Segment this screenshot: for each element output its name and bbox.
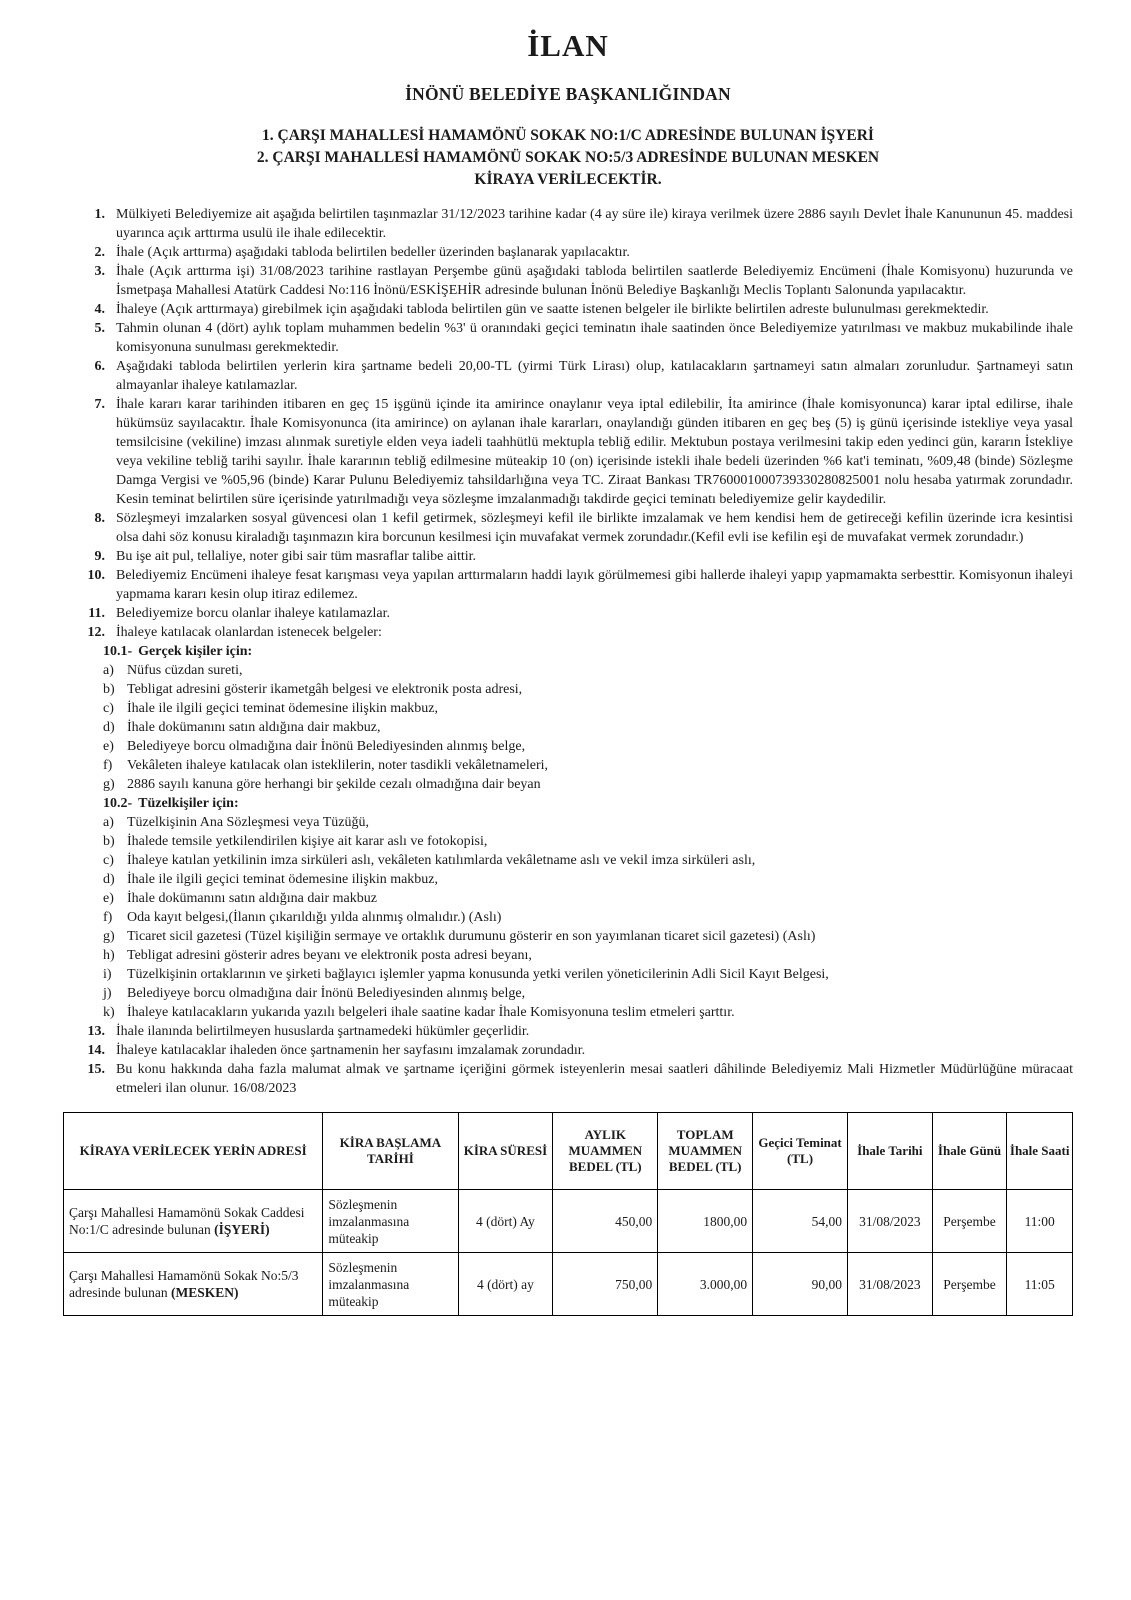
cell-tender-day: Perşembe	[932, 1253, 1007, 1316]
list-item	[63, 1022, 1073, 1041]
sub-item-marker: i)	[103, 967, 112, 982]
address-text: Çarşı Mahallesi Hamamönü Sokak No:5/3 adresinde bulunan	[69, 1268, 299, 1300]
cell-address	[64, 1253, 323, 1316]
list-item-text: İhaleye katılacaklar ihaleden önce şartnamenin her sayfasını imzalamak zorundadır.	[116, 1043, 586, 1058]
sub-heading-text: Tüzelkişiler için:	[138, 796, 239, 811]
cell-duration: 4 (dört) Ay	[458, 1190, 553, 1253]
cell-start-date: Sözleşmenin imzalanmasına müteakip	[323, 1190, 458, 1253]
col-header-duration: KİRA SÜRESİ	[458, 1113, 553, 1190]
cell-deposit: 54,00	[753, 1190, 848, 1253]
sub-item-text: Ticaret sicil gazetesi (Tüzel kişiliğin sermaye ve ortaklık durumunu gösterir en son yayımlanan ticaret sicil gazetesi) (Aslı)	[127, 929, 816, 944]
list-item-number: 15.	[87, 1062, 105, 1077]
sub-item-text: Nüfus cüzdan sureti,	[127, 663, 243, 678]
sub-item-marker: c)	[103, 701, 114, 716]
sub-item-marker: f)	[103, 910, 113, 925]
list-item-text: Sözleşmeyi imzalarken sosyal güvencesi olan 1 kefil getirmek, sözleşmeyi kefil ile birlikte imzalamak ve hem kendisi hem de getireceği kefilin üzerinde icra kesintisi olsa dahi söz konusu kiraladığı taşınmazın kira borcunun kesilmesi için muvafakat vermek zorundadır.(Kefil evli ise kefilin eşi de muvafakat vermek zorundadır.)	[116, 511, 1073, 545]
list-item-text: Belediyemize borcu olanlar ihaleye katılamazlar.	[116, 606, 391, 621]
address-type: (MESKEN)	[170, 1285, 239, 1300]
list-item	[63, 395, 1073, 509]
cell-tender-time: 11:00	[1007, 1190, 1073, 1253]
address-type: (İŞYERİ)	[214, 1222, 270, 1237]
sub-item-text: İhale dokümanını satın aldığına dair makbuz	[127, 891, 377, 906]
sub-heading-marker: 10.2-	[103, 796, 133, 811]
cell-tender-date: 31/08/2023	[847, 1190, 932, 1253]
list-item-number: 8.	[94, 511, 105, 526]
sub-item-text: İhaleye katılan yetkilinin imza sirküleri aslı, vekâleten katılımlarda vekâletname aslı ve vekil imza sirküleri aslı,	[127, 853, 756, 868]
sub-item	[103, 946, 1073, 965]
sub-item	[103, 718, 1073, 737]
sub-item-marker: e)	[103, 891, 114, 906]
sub-item-text: Oda kayıt belgesi,(İlanın çıkarıldığı yılda alınmış olmalıdır.) (Aslı)	[127, 910, 502, 925]
list-item-text: İhaleye katılacak olanlardan istenecek belgeler:	[116, 625, 382, 640]
list-item-number: 4.	[94, 302, 105, 317]
col-header-total-price: TOPLAM MUAMMEN BEDEL (TL)	[658, 1113, 753, 1190]
sub-item-text: Belediyeye borcu olmadığına dair İnönü Belediyesinden alınmış belge,	[127, 986, 526, 1001]
sub-item-text: Belediyeye borcu olmadığına dair İnönü Belediyesinden alınmış belge,	[127, 739, 526, 754]
sub-item-text: İhalede temsile yetkilendirilen kişiye ait karar aslı ve fotokopisi,	[127, 834, 488, 849]
legal-persons-heading	[103, 794, 1073, 813]
sub-item	[103, 889, 1073, 908]
list-item-text: İhale (Açık arttırma işi) 31/08/2023 tarihine rastlayan Perşembe günü aşağıdaki tabloda belirtilen saatlerde Belediyemiz Encümeni (İhale Komisyonu) huzurunda ve İsmetpaşa Mahallesi Atatürk Caddesi No:116 İnönü/ESKİŞEHİR adresinde bulunan İnönü Belediye Başkanlığı Meclis Toplantı Salonunda yapılacaktır.	[116, 264, 1073, 298]
cell-tender-time: 11:05	[1007, 1253, 1073, 1316]
sub-item-marker: c)	[103, 853, 114, 868]
sub-item-text: Tüzelkişinin ortaklarının ve şirketi bağlayıcı işlemler yapma konusunda yetki verilen yöneticilerinin Adli Sicil Kayıt Belgesi,	[127, 967, 829, 982]
col-header-monthly-price: AYLIK MUAMMEN BEDEL (TL)	[553, 1113, 658, 1190]
sub-item	[103, 832, 1073, 851]
list-item-text: İhaleye (Açık arttırmaya) girebilmek için aşağıdaki tabloda belirtilen gün ve saatte istenen belgeler ile birlikte belirtilen adreste bulunulması gerekmektedir.	[116, 302, 989, 317]
sub-item	[103, 965, 1073, 984]
sub-item	[103, 851, 1073, 870]
list-item-text: İhale ilanında belirtilmeyen hususlarda şartnamedeki hükümler geçerlidir.	[116, 1024, 530, 1039]
headline-line-2: 2. ÇARŞI MAHALLESİ HAMAMÖNÜ SOKAK NO:5/3 ADRESİNDE BULUNAN MESKEN	[256, 149, 880, 166]
sub-item	[103, 775, 1073, 794]
list-item-text: Tahmin olunan 4 (dört) aylık toplam muhammen bedelin %3' ü oranındaki geçici teminatın ihale saatinden önce Belediyemize yatırılması ve makbuz mukabilinde ihale komisyonuna sunulması gerekmektedir.	[116, 321, 1073, 355]
list-item	[63, 623, 1073, 642]
sub-item-text: İhale ile ilgili geçici teminat ödemesine ilişkin makbuz,	[127, 701, 439, 716]
list-item	[63, 566, 1073, 604]
sub-item	[103, 870, 1073, 889]
list-item	[63, 604, 1073, 623]
col-header-tender-day: İhale Günü	[932, 1113, 1007, 1190]
cell-total-price: 3.000,00	[658, 1253, 753, 1316]
page-title: İLAN	[527, 28, 609, 63]
sub-item-marker: a)	[103, 663, 114, 678]
list-item-text: İhale (Açık arttırma) aşağıdaki tabloda belirtilen bedeller üzerinden başlanarak yapılacaktır.	[116, 245, 630, 260]
list-item-number: 1.	[94, 207, 105, 222]
col-header-tender-time: İhale Saati	[1007, 1113, 1073, 1190]
list-item	[63, 509, 1073, 547]
list-item-number: 13.	[87, 1024, 105, 1039]
list-item-number: 5.	[94, 321, 105, 336]
sub-item	[103, 908, 1073, 927]
list-item-number: 10.	[87, 568, 105, 583]
list-item-text: İhale kararı karar tarihinden itibaren en geç 15 işgünü içinde ita amirince onaylanır veya iptal edilebilir, İta amirince (İhale komisyonunca) karar iptal edilirse, ihale hükümsüz sayılacaktır. İhale Komisyonunca (ita amirince) on aylanan ihale kararları, onaylandığı günden itibaren en geç beş (5) iş günü içerisinde istekliye veya yasal temsilcisine (vekiline) imzası alınmak suretiyle elden veya iadeli taahhütlü mektupla tebliğ edilir. Mektubun postaya verilmesini takip eden yedinci gün, kararın İstekliye veya vekiline tebliğ tarihi sayılır. İhale kararının tebliğ edilmesine müteakip 10 (on) içerisinde istekli ihale bedeli üzerinden %6 kat'i teminatı, %09,48 (binde) Sözleşme Damga Vergisi ve %05,96 (binde) Karar Pulunu Belediyemiz tahsildarlığına veya TC. Ziraat Bankası TR760001000739330280825001 nolu hesaba yatırmak zorundadır. Kesin teminat belirtilen süre içerisinde yatırılmadığı veya sözleşme imzalanmadığı takdirde geçici teminatı belediyemize gelir kaydedilir.	[116, 397, 1073, 507]
sub-item	[103, 661, 1073, 680]
list-item	[63, 205, 1073, 243]
issuing-authority: İNÖNÜ BELEDİYE BAŞKANLIĞINDAN	[405, 84, 731, 104]
sub-item	[103, 984, 1073, 1003]
list-item-text: Aşağıdaki tabloda belirtilen yerlerin kira şartname bedeli 20,00-TL (yirmi Türk Lirası) olup, katılacakların şartnameyi satın almaları zorunludur. Şartnameyi satın almayanlar ihaleye katılamazlar.	[116, 359, 1073, 393]
sub-item-text: İhale ile ilgili geçici teminat ödemesine ilişkin makbuz,	[127, 872, 439, 887]
list-item-number: 11.	[88, 606, 105, 621]
list-item-text: Belediyemiz Encümeni ihaleye fesat karışması veya yapılan arttırmaların haddi layık görülmemesi gibi hallerde ihaleyi yapıp yapmamakta serbesttir. Komisyonun ihaleyi yapmama kararı kesin olup itiraz edilemez.	[116, 568, 1073, 602]
sub-item-marker: g)	[103, 929, 115, 944]
cell-tender-date: 31/08/2023	[847, 1253, 932, 1316]
col-header-start-date: KİRA BAŞLAMA TARİHİ	[323, 1113, 458, 1190]
sub-item-marker: e)	[103, 739, 114, 754]
list-item-number: 14.	[87, 1043, 105, 1058]
list-item	[63, 547, 1073, 566]
list-item	[63, 319, 1073, 357]
sub-item-marker: a)	[103, 815, 114, 830]
cell-monthly-price: 750,00	[553, 1253, 658, 1316]
list-item-number: 2.	[94, 245, 105, 260]
sub-item-marker: k)	[103, 1005, 115, 1020]
list-item	[63, 1060, 1073, 1098]
cell-deposit: 90,00	[753, 1253, 848, 1316]
cell-monthly-price: 450,00	[553, 1190, 658, 1253]
col-header-tender-date: İhale Tarihi	[847, 1113, 932, 1190]
cell-start-date: Sözleşmenin imzalanmasına müteakip	[323, 1253, 458, 1316]
list-item-number: 7.	[94, 397, 105, 412]
table-row	[64, 1253, 1073, 1316]
list-item-text: Mülkiyeti Belediyemize ait aşağıda belirtilen taşınmazlar 31/12/2023 tarihine kadar (4 ay süre ile) kiraya verilmek üzere 2886 sayılı Devlet İhale Kanununun 45. maddesi uyarınca açık arttırma usulü ile ihale edilecektir.	[116, 207, 1073, 241]
list-item	[63, 300, 1073, 319]
list-item	[63, 262, 1073, 300]
list-item-number: 6.	[94, 359, 105, 374]
table-header-row	[64, 1113, 1073, 1190]
sub-item	[103, 756, 1073, 775]
list-item	[63, 243, 1073, 262]
sub-item-marker: j)	[103, 986, 112, 1001]
sub-heading-text: Gerçek kişiler için:	[138, 644, 253, 659]
list-item-text: Bu işe ait pul, tellaliye, noter gibi sair tüm masraflar talibe aittir.	[116, 549, 477, 564]
list-item-number: 3.	[94, 264, 105, 279]
sub-item-text: İhaleye katılacakların yukarıda yazılı belgeleri ihale saatine kadar İhale Komisyonuna teslim etmeleri şarttır.	[127, 1005, 735, 1020]
list-item-number: 9.	[94, 549, 105, 564]
sub-item-marker: d)	[103, 872, 115, 887]
table-row	[64, 1190, 1073, 1253]
sub-item	[103, 1003, 1073, 1022]
list-item-text: Bu konu hakkında daha fazla malumat almak ve şartname içeriğini görmek isteyenlerin mesai saatleri dâhilinde Belediyemiz Mali Hizmetler Müdürlüğüne müracaat etmeleri ilan olunur. 16/08/2023	[116, 1062, 1073, 1096]
sub-item-text: Vekâleten ihaleye katılacak olan isteklilerin, noter tasdikli vekâletnameleri,	[127, 758, 548, 773]
col-header-deposit: Geçici Teminat (TL)	[753, 1113, 848, 1190]
terms-list	[63, 205, 1073, 1098]
sub-item-text: Tebligat adresini gösterir adres beyanı ve elektronik posta adresi beyanı,	[127, 948, 532, 963]
sub-item-marker: f)	[103, 758, 113, 773]
sub-item	[103, 927, 1073, 946]
sub-item	[103, 680, 1073, 699]
headline-line-1: 1. ÇARŞI MAHALLESİ HAMAMÖNÜ SOKAK NO:1/C ADRESİNDE BULUNAN İŞYERİ	[262, 127, 874, 144]
sub-item-text: 2886 sayılı kanuna göre herhangi bir şekilde cezalı olmadığına dair beyan	[127, 777, 541, 792]
list-item	[63, 1041, 1073, 1060]
sub-item	[103, 813, 1073, 832]
headline	[63, 125, 1073, 191]
headline-line-3: KİRAYA VERİLECEKTİR.	[474, 171, 662, 188]
address-text: Çarşı Mahallesi Hamamönü Sokak Caddesi No:1/C adresinde bulunan	[69, 1205, 305, 1237]
sub-heading-marker: 10.1-	[103, 644, 133, 659]
sub-item	[103, 699, 1073, 718]
sub-item	[103, 737, 1073, 756]
sub-item-marker: h)	[103, 948, 115, 963]
required-documents-section	[103, 642, 1073, 1022]
sub-item-marker: d)	[103, 720, 115, 735]
cell-tender-day: Perşembe	[932, 1190, 1007, 1253]
sub-item-marker: g)	[103, 777, 115, 792]
sub-item-text: İhale dokümanını satın aldığına dair makbuz,	[127, 720, 381, 735]
sub-item-text: Tüzelkişinin Ana Sözleşmesi veya Tüzüğü,	[127, 815, 369, 830]
cell-duration: 4 (dört) ay	[458, 1253, 553, 1316]
tender-table	[63, 1112, 1073, 1316]
sub-item-marker: b)	[103, 834, 115, 849]
col-header-address: KİRAYA VERİLECEK YERİN ADRESİ	[64, 1113, 323, 1190]
sub-item-marker: b)	[103, 682, 115, 697]
cell-total-price: 1800,00	[658, 1190, 753, 1253]
list-item	[63, 357, 1073, 395]
real-persons-heading	[103, 642, 1073, 661]
sub-item-text: Tebligat adresini gösterir ikametgâh belgesi ve elektronik posta adresi,	[127, 682, 523, 697]
list-item-number: 12.	[87, 625, 105, 640]
cell-address	[64, 1190, 323, 1253]
